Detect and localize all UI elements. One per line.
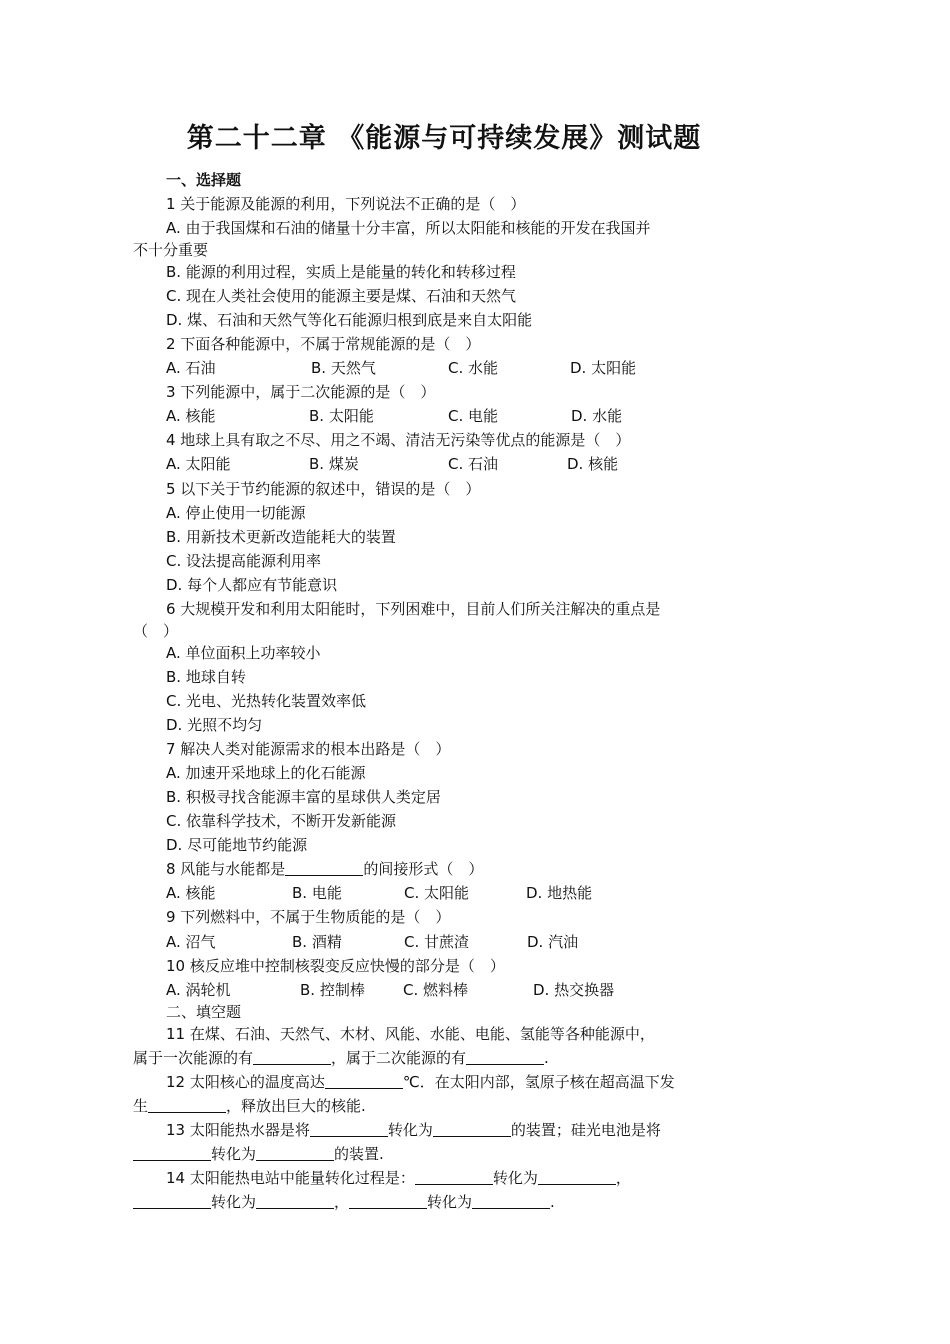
question-8-option-c: C. 太阳能 (404, 884, 470, 902)
question-1-option-c: C. 现在人类社会使用的能源主要是煤、石油和天然气 (166, 287, 517, 305)
question-14-text-a: 14 太阳能热电站中能量转化过程是： (166, 1169, 415, 1187)
question-8-option-b: B. 电能 (292, 884, 342, 902)
question-6-stem: 6 大规模开发和利用太阳能时，下列困难中，目前人们所关注解决的重点是 (166, 600, 661, 618)
answer-blank[interactable] (538, 1169, 616, 1185)
question-12-text-c: 生 (133, 1097, 149, 1115)
question-12-text-a: 12 太阳核心的温度高达 (166, 1073, 325, 1091)
question-8-stem-post: 的间接形式（ ） (363, 860, 484, 878)
question-13-text-c: 的装置；硅光电池是将 (510, 1121, 661, 1139)
answer-blank[interactable] (256, 1145, 334, 1161)
question-6-option-a: A. 单位面积上功率较小 (166, 644, 321, 662)
question-3-options (166, 406, 866, 426)
question-2-option-c: C. 水能 (448, 359, 499, 377)
question-12-line-1 (166, 1072, 675, 1092)
question-3-stem: 3 下列能源中，属于二次能源的是（ ） (166, 383, 436, 401)
answer-blank[interactable] (256, 1193, 334, 1209)
question-14-line-1 (166, 1168, 631, 1188)
question-11-text-c: . (544, 1049, 549, 1067)
question-9-option-d: D. 汽油 (527, 933, 579, 951)
question-3-option-b: B. 太阳能 (309, 407, 374, 425)
answer-blank[interactable] (325, 1073, 403, 1089)
page-title: 第二十二章 《能源与可持续发展》测试题 (186, 123, 702, 154)
question-4-option-d: D. 核能 (567, 455, 619, 473)
question-9-option-c: C. 甘蔗渣 (404, 933, 470, 951)
question-2-option-d: D. 太阳能 (570, 359, 637, 377)
question-10-option-a: A. 涡轮机 (166, 981, 231, 999)
question-7-option-d: D. 尽可能地节约能源 (166, 836, 308, 854)
question-4-option-c: C. 石油 (448, 455, 499, 473)
answer-blank[interactable] (349, 1193, 427, 1209)
question-1-option-b: B. 能源的利用过程，实质上是能量的转化和转移过程 (166, 263, 516, 281)
answer-blank[interactable] (253, 1049, 331, 1065)
question-9-option-a: A. 沼气 (166, 933, 216, 951)
question-13-text-b: 转化为 (387, 1121, 433, 1139)
question-4-options (166, 454, 866, 474)
question-10-stem: 10 核反应堆中控制核裂变反应快慢的部分是（ ） (166, 957, 505, 975)
question-4-option-b: B. 煤炭 (309, 455, 359, 473)
answer-blank[interactable] (133, 1145, 211, 1161)
question-2-option-a: A. 石油 (166, 359, 216, 377)
question-5-stem: 5 以下关于节约能源的叙述中，错误的是（ ） (166, 480, 481, 498)
section-heading-fill: 二、填空题 (166, 1003, 242, 1021)
question-7-option-c: C. 依靠科学技术，不断开发新能源 (166, 812, 397, 830)
question-11-text-a: 属于一次能源的有 (133, 1049, 254, 1067)
question-11-line-2 (133, 1048, 549, 1068)
answer-blank[interactable] (285, 860, 363, 876)
question-10-option-d: D. 热交换器 (533, 981, 615, 999)
question-12-text-d: ，释放出巨大的核能. (226, 1097, 366, 1115)
question-5-option-b: B. 用新技术更新改造能耗大的装置 (166, 528, 396, 546)
question-8-option-d: D. 地热能 (526, 884, 593, 902)
question-1-option-a-cont: 不十分重要 (133, 241, 209, 259)
question-13-line-1 (166, 1120, 661, 1140)
question-9-options (166, 932, 866, 952)
question-1-stem: 1 关于能源及能源的利用，下列说法不正确的是（ ） (166, 195, 526, 213)
question-3-option-c: C. 电能 (448, 407, 499, 425)
question-8-stem (166, 859, 483, 879)
section-heading-choice: 一、选择题 (166, 171, 242, 189)
question-2-options (166, 358, 866, 378)
question-9-stem: 9 下列燃料中，不属于生物质能的是（ ） (166, 908, 451, 926)
question-3-option-d: D. 水能 (571, 407, 623, 425)
answer-blank[interactable] (310, 1121, 388, 1137)
question-13-text-d: 转化为 (211, 1145, 257, 1163)
question-10-option-c: C. 燃料棒 (403, 981, 469, 999)
answer-blank[interactable] (472, 1193, 550, 1209)
question-13-text-e: 的装置. (334, 1145, 384, 1163)
question-14-text-e: ， (334, 1193, 350, 1211)
question-14-line-2 (133, 1192, 555, 1212)
answer-blank[interactable] (433, 1121, 511, 1137)
question-12-text-b: ℃．在太阳内部，氢原子核在超高温下发 (402, 1073, 675, 1091)
question-3-option-a: A. 核能 (166, 407, 216, 425)
question-11-text-b: ，属于二次能源的有 (331, 1049, 467, 1067)
question-6-option-c: C. 光电、光热转化装置效率低 (166, 692, 367, 710)
question-5-option-d: D. 每个人都应有节能意识 (166, 576, 338, 594)
question-14-text-f: 转化为 (427, 1193, 473, 1211)
question-13-text-a: 13 太阳能热水器是将 (166, 1121, 310, 1139)
question-4-stem: 4 地球上具有取之不尽、用之不竭、清洁无污染等优点的能源是（ ） (166, 431, 631, 449)
question-1-option-d: D. 煤、石油和天然气等化石能源归根到底是来自太阳能 (166, 311, 533, 329)
question-8-options (166, 883, 866, 903)
question-7-option-a: A. 加速开采地球上的化石能源 (166, 764, 366, 782)
question-4-option-a: A. 太阳能 (166, 455, 231, 473)
question-8-stem-pre: 8 风能与水能都是 (166, 860, 286, 878)
question-5-option-c: C. 设法提高能源利用率 (166, 552, 322, 570)
answer-blank[interactable] (133, 1193, 211, 1209)
question-10-option-b: B. 控制棒 (300, 981, 365, 999)
question-7-stem: 7 解决人类对能源需求的根本出路是（ ） (166, 740, 451, 758)
question-13-line-2 (133, 1144, 384, 1164)
question-8-option-a: A. 核能 (166, 884, 216, 902)
answer-blank[interactable] (466, 1049, 544, 1065)
question-2-option-b: B. 天然气 (311, 359, 376, 377)
question-6-option-b: B. 地球自转 (166, 668, 246, 686)
question-9-option-b: B. 酒精 (292, 933, 342, 951)
question-14-text-g: . (550, 1193, 555, 1211)
question-12-line-2 (133, 1096, 366, 1116)
question-6-stem-cont: （ ） (133, 622, 179, 640)
question-14-text-c: ， (615, 1169, 631, 1187)
question-1-option-a: A. 由于我国煤和石油的储量十分丰富，所以太阳能和核能的开发在我国并 (166, 219, 651, 237)
answer-blank[interactable] (148, 1097, 226, 1113)
question-11-line-1: 11 在煤、石油、天然气、木材、风能、水能、电能、氢能等各种能源中， (166, 1025, 655, 1043)
question-14-text-b: 转化为 (492, 1169, 538, 1187)
question-10-options (166, 980, 866, 1000)
question-7-option-b: B. 积极寻找含能源丰富的星球供人类定居 (166, 788, 441, 806)
question-6-option-d: D. 光照不均匀 (166, 716, 263, 734)
answer-blank[interactable] (415, 1169, 493, 1185)
question-5-option-a: A. 停止使用一切能源 (166, 504, 306, 522)
question-2-stem: 2 下面各种能源中，不属于常规能源的是（ ） (166, 335, 481, 353)
question-14-text-d: 转化为 (211, 1193, 257, 1211)
